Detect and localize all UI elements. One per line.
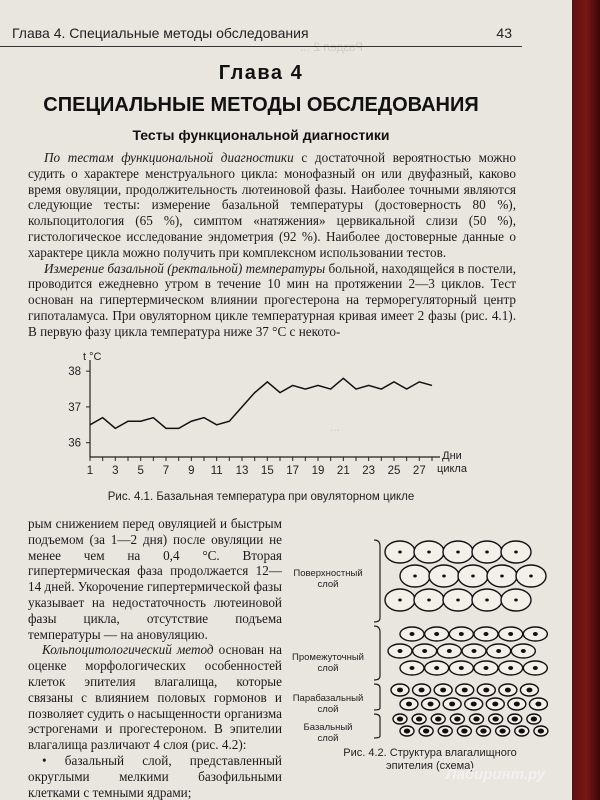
y-axis-label: t °С	[83, 352, 102, 363]
layer-label-parabasal	[288, 693, 368, 715]
parabasal-cell-nucleus	[483, 688, 489, 693]
surface-cell-nucleus	[529, 575, 533, 578]
layer-label-line: слой	[317, 704, 339, 715]
paragraph-basal-layer: • базальный слой, представленный округлыми мелкими базофильными клетками с темными ядрами;	[28, 752, 282, 800]
basal-cell-nucleus	[519, 728, 525, 733]
x-tick-label: 19	[311, 465, 325, 477]
intermediate-cell-nucleus	[410, 666, 415, 670]
watermark-logo: Лабиринт.ру	[446, 766, 546, 783]
bleed-through-text: ...	[330, 420, 341, 434]
basal-cell-nucleus	[512, 716, 518, 721]
surface-cell-nucleus	[413, 575, 417, 578]
x-tick-label: 21	[336, 465, 350, 477]
intermediate-cell-nucleus	[484, 632, 489, 636]
basal-cell-nucleus	[423, 728, 429, 733]
basal-cell-nucleus	[442, 728, 448, 733]
intermediate-cell-nucleus	[434, 666, 439, 670]
basal-cell-nucleus	[538, 728, 544, 733]
surface-cell-nucleus	[398, 551, 402, 554]
basal-cell-nucleus	[531, 716, 537, 721]
intermediate-cell-nucleus	[447, 649, 452, 653]
figure2-caption-line: Рис. 4.2. Структура влагалищного	[343, 747, 517, 759]
intermediate-cell-nucleus	[496, 649, 501, 653]
layer-label-line: слой	[317, 579, 339, 590]
parabasal-cell-nucleus	[419, 688, 425, 693]
basal-cell-nucleus	[435, 716, 441, 721]
intermediate-cell-nucleus	[422, 649, 427, 653]
layer-label-line: Поверхностный	[293, 568, 363, 579]
layer-label-line: Парабазальный	[292, 693, 364, 704]
layer-brackets	[374, 540, 380, 738]
parabasal-cell-nucleus	[428, 702, 434, 707]
intermediate-cell-nucleus	[398, 649, 403, 653]
chapter-label: Глава 4	[218, 62, 304, 84]
surface-cell-nucleus	[514, 551, 518, 554]
intermediate-cell-nucleus	[484, 666, 489, 670]
basal-cell-nucleus	[454, 716, 460, 721]
surface-cell-nucleus	[485, 599, 489, 602]
layer-label-line: слой	[317, 733, 339, 744]
parabasal-cell-nucleus	[462, 688, 468, 693]
parabasal-cell-nucleus	[514, 702, 520, 707]
intermediate-cell-nucleus	[533, 666, 538, 670]
paragraph-text: основан на оценке морфологических особенностей клеток эпителия влагалища, которые связаны с влиянием половых гормонов и позволяет судить о насыщенности организма эстрогенами и прогестероном. В эпителии влагалища различают 4 слоя (рис. 4.2):	[28, 642, 282, 753]
x-tick-label: 25	[387, 465, 401, 477]
bracket-parabasal	[374, 684, 380, 710]
parabasal-cell-nucleus	[471, 702, 477, 707]
intermediate-cell-nucleus	[521, 649, 526, 653]
body-text-top	[28, 150, 516, 340]
parabasal-cell-nucleus	[440, 688, 446, 693]
basal-cell-nucleus	[499, 728, 505, 733]
surface-cell-nucleus	[456, 599, 460, 602]
bracket-surface	[374, 540, 380, 622]
y-tick-label: 36	[68, 437, 81, 450]
body-text-left-column	[28, 516, 282, 800]
parabasal-cell-nucleus	[397, 688, 403, 693]
paragraph-continuation: рым снижением перед овуляцией и быстрым подъемом (за 1—2 дня) после овуляции не менее чем на 0,4 °С. Вторая гипертермическая фаза продолжается 12—14 дней. Укорочение гипертермической фазы указывает на недостаточность лютеиновой фазы цикла, отсутствие подъема температуры — на ановуляцию.	[28, 516, 282, 642]
x-axis-label: цикла	[437, 463, 467, 475]
italic-term: По тестам функциональной диагностики	[44, 150, 294, 165]
basal-cell-nucleus	[397, 716, 403, 721]
bleed-through-text: Раздел 2 ...	[300, 40, 364, 54]
paragraph-tests	[28, 150, 516, 261]
layer-label-line: слой	[317, 663, 339, 674]
layer-label-line: Промежуточный	[292, 652, 364, 663]
x-tick-label: 1	[86, 465, 94, 477]
x-tick-label: 3	[112, 465, 119, 477]
bracket-intermediate	[374, 626, 380, 680]
intermediate-cell-nucleus	[459, 632, 464, 636]
intermediate-cell-nucleus	[472, 649, 477, 653]
running-head	[0, 22, 522, 47]
y-tick-label: 37	[68, 401, 81, 414]
paragraph-text: с достаточной вероятностью можно судить о характере менструального цикла: монофазный он или двуфазный, каково время овуляции, продолжительность лютеиновой фазы. Наиболее точными являются следующие тесты: измерение базальной температуры (достоверность 80 %), кольпоцитология (65 %), симптом «натяжения» цервикальной слизи (50 %), гистологическое исследование эндометрия (92 %). Наиболее достоверные данные о характере цикла можно получить при комплексном использовании тестов.	[28, 150, 516, 260]
section-title: Тесты функциональной диагностики	[132, 127, 390, 143]
layer-label-surface	[288, 568, 368, 590]
basal-cell-nucleus	[416, 716, 422, 721]
x-tick-label: 5	[137, 465, 144, 477]
intermediate-cell-nucleus	[508, 666, 513, 670]
x-tick-label: 23	[362, 465, 376, 477]
basal-cell-nucleus	[461, 728, 467, 733]
parabasal-cell-nucleus	[449, 702, 455, 707]
parabasal-cell-nucleus	[505, 688, 511, 693]
page-number: 43	[496, 25, 512, 41]
running-head-title: Глава 4. Специальные методы обследования	[12, 25, 309, 41]
surface-cell-nucleus	[427, 599, 431, 602]
surface-cell-nucleus	[500, 575, 504, 578]
basal-cell-nucleus	[404, 728, 410, 733]
surface-cell-nucleus	[514, 599, 518, 602]
x-tick-label: 15	[260, 465, 274, 477]
italic-term: Измерение базальной (ректальной) температуры	[44, 260, 326, 276]
figure1-caption: Рис. 4.1. Базальная температура при овуляторном цикле	[107, 491, 415, 503]
vaginal-epithelium-diagram	[364, 538, 564, 746]
chapter-title: СПЕЦИАЛЬНЫЕ МЕТОДЫ ОБСЛЕДОВАНИЯ	[43, 94, 479, 116]
intermediate-cell-nucleus	[410, 632, 415, 636]
epithelium-cells	[385, 541, 548, 736]
intermediate-cell-nucleus	[459, 666, 464, 670]
intermediate-cell-nucleus	[533, 632, 538, 636]
parabasal-cell-nucleus	[535, 702, 541, 707]
figure2-caption-line: эпителия (схема)	[386, 760, 474, 772]
x-tick-label: 9	[188, 465, 195, 477]
surface-cell-nucleus	[398, 599, 402, 602]
x-tick-label: 27	[412, 465, 426, 477]
intermediate-cell-nucleus	[434, 632, 439, 636]
temperature-series-line	[90, 378, 432, 428]
paragraph-colpocytology	[28, 642, 282, 753]
y-tick-label: 38	[68, 366, 81, 379]
layer-label-line: Базальный	[303, 722, 353, 733]
x-tick-label: 13	[235, 465, 249, 477]
x-axis-label: Дни	[442, 450, 462, 462]
parabasal-cell-nucleus	[492, 702, 498, 707]
parabasal-cell-nucleus	[406, 702, 412, 707]
surface-cell-nucleus	[442, 575, 446, 578]
bracket-basal	[374, 714, 380, 738]
parabasal-cell-nucleus	[526, 688, 532, 693]
x-tick-label: 17	[286, 465, 300, 477]
basal-cell-nucleus	[492, 716, 498, 721]
layer-label-basal	[288, 722, 368, 744]
basal-cell-nucleus	[473, 716, 479, 721]
surface-cell-nucleus	[471, 575, 475, 578]
book-binding	[572, 0, 600, 800]
surface-cell-nucleus	[456, 551, 460, 554]
x-tick-label: 11	[210, 465, 223, 477]
italic-term: Кольпоцитологический метод	[42, 642, 214, 658]
surface-cell-nucleus	[427, 551, 431, 554]
intermediate-cell-nucleus	[508, 632, 513, 636]
basal-temperature-chart	[40, 352, 480, 482]
basal-cell-nucleus	[480, 728, 486, 733]
paragraph-basal-temperature	[28, 261, 516, 340]
paragraph-text: больной, находящейся в постели, проводится ежедневно утром в течение 10 мин на протяжении 2—3 циклов. Тест основан на гипертермическом влиянии прогестерона на терморегуляторный центр гипоталамуса. При овуляторном цикле температурная кривая имеет 2 фазы (рис. 4.1). В первую фазу цикла температура ниже 37 °С с некото-	[28, 260, 516, 339]
layer-label-intermediate	[288, 652, 368, 674]
surface-cell-nucleus	[485, 551, 489, 554]
x-tick-label: 7	[162, 465, 170, 477]
